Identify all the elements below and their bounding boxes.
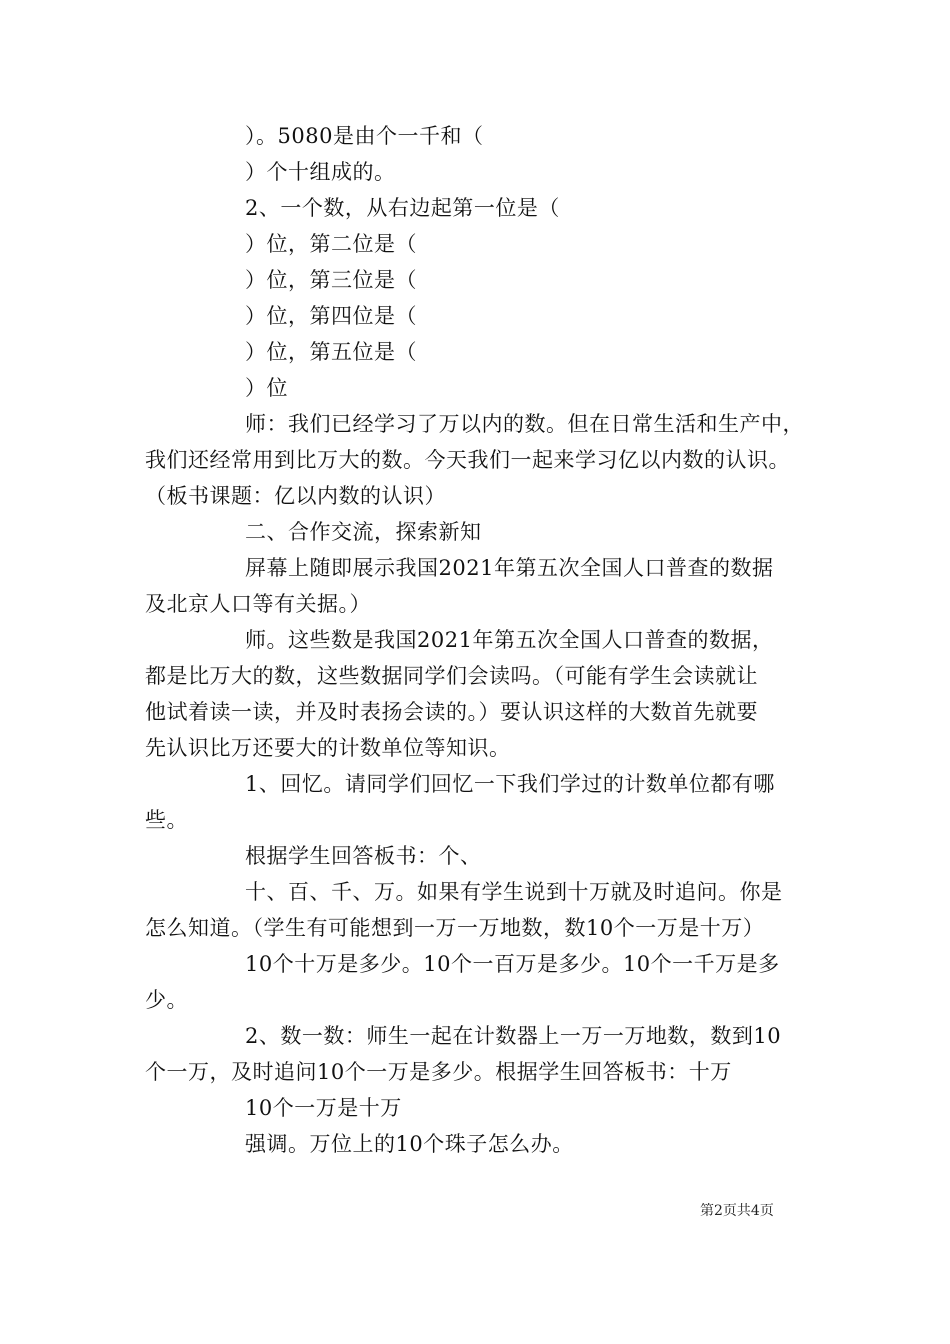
text-line: 师：我们已经学习了万以内的数。但在日常生活和生产中， bbox=[245, 412, 804, 436]
text-line: ）位，第五位是（ bbox=[245, 340, 417, 364]
text-line: （板书课题：亿以内数的认识） bbox=[145, 484, 446, 508]
text-line: 强调。万位上的10个珠子怎么办。 bbox=[245, 1132, 574, 1156]
text-line: 及北京人口等有关据。） bbox=[145, 592, 371, 616]
page-number-footer: 第2页共4页 bbox=[700, 1203, 774, 1219]
text-line: 我们还经常用到比万大的数。今天我们一起来学习亿以内数的认识。 bbox=[145, 448, 790, 472]
text-line: 少。 bbox=[145, 988, 188, 1012]
text-line: ）位，第二位是（ bbox=[245, 232, 417, 256]
text-line: 他试着读一读，并及时表扬会读的。）要认识这样的大数首先就要 bbox=[145, 700, 758, 724]
text-line: ）位，第三位是（ bbox=[245, 268, 417, 292]
document-body bbox=[145, 118, 810, 1162]
text-line: ）个十组成的。 bbox=[245, 160, 396, 184]
text-line: 怎么知道。（学生有可能想到一万一万地数，数10个一万是十万） bbox=[145, 916, 765, 940]
text-line: 10个十万是多少。10个一百万是多少。10个一千万是多 bbox=[245, 952, 780, 976]
text-line: 10个一万是十万 bbox=[245, 1096, 402, 1120]
text-line: 2、数一数：师生一起在计数器上一万一万地数，数到10 bbox=[245, 1024, 782, 1048]
text-line: 根据学生回答板书：个、 bbox=[245, 844, 482, 868]
text-line: 2、一个数，从右边起第一位是（ bbox=[245, 196, 560, 220]
text-line: 1、回忆。请同学们回忆一下我们学过的计数单位都有哪 bbox=[245, 772, 775, 796]
text-line: ）位 bbox=[245, 376, 288, 400]
text-line: 些。 bbox=[145, 808, 188, 832]
text-line: 师。这些数是我国2021年第五次全国人口普查的数据， bbox=[245, 628, 774, 652]
text-line: 十、百、千、万。如果有学生说到十万就及时追问。你是 bbox=[245, 880, 783, 904]
text-line: 都是比万大的数，这些数据同学们会读吗。（可能有学生会读就让 bbox=[145, 664, 758, 688]
text-line: 屏幕上随即展示我国2021年第五次全国人口普查的数据 bbox=[245, 556, 774, 580]
text-line: 先认识比万还要大的计数单位等知识。 bbox=[145, 736, 511, 760]
text-line: 个一万，及时追问10个一万是多少。根据学生回答板书：十万 bbox=[145, 1060, 732, 1084]
section-heading: 二、合作交流，探索新知 bbox=[245, 520, 482, 544]
text-line: ）。5080是由个一千和（ bbox=[245, 124, 484, 148]
text-line: ）位，第四位是（ bbox=[245, 304, 417, 328]
